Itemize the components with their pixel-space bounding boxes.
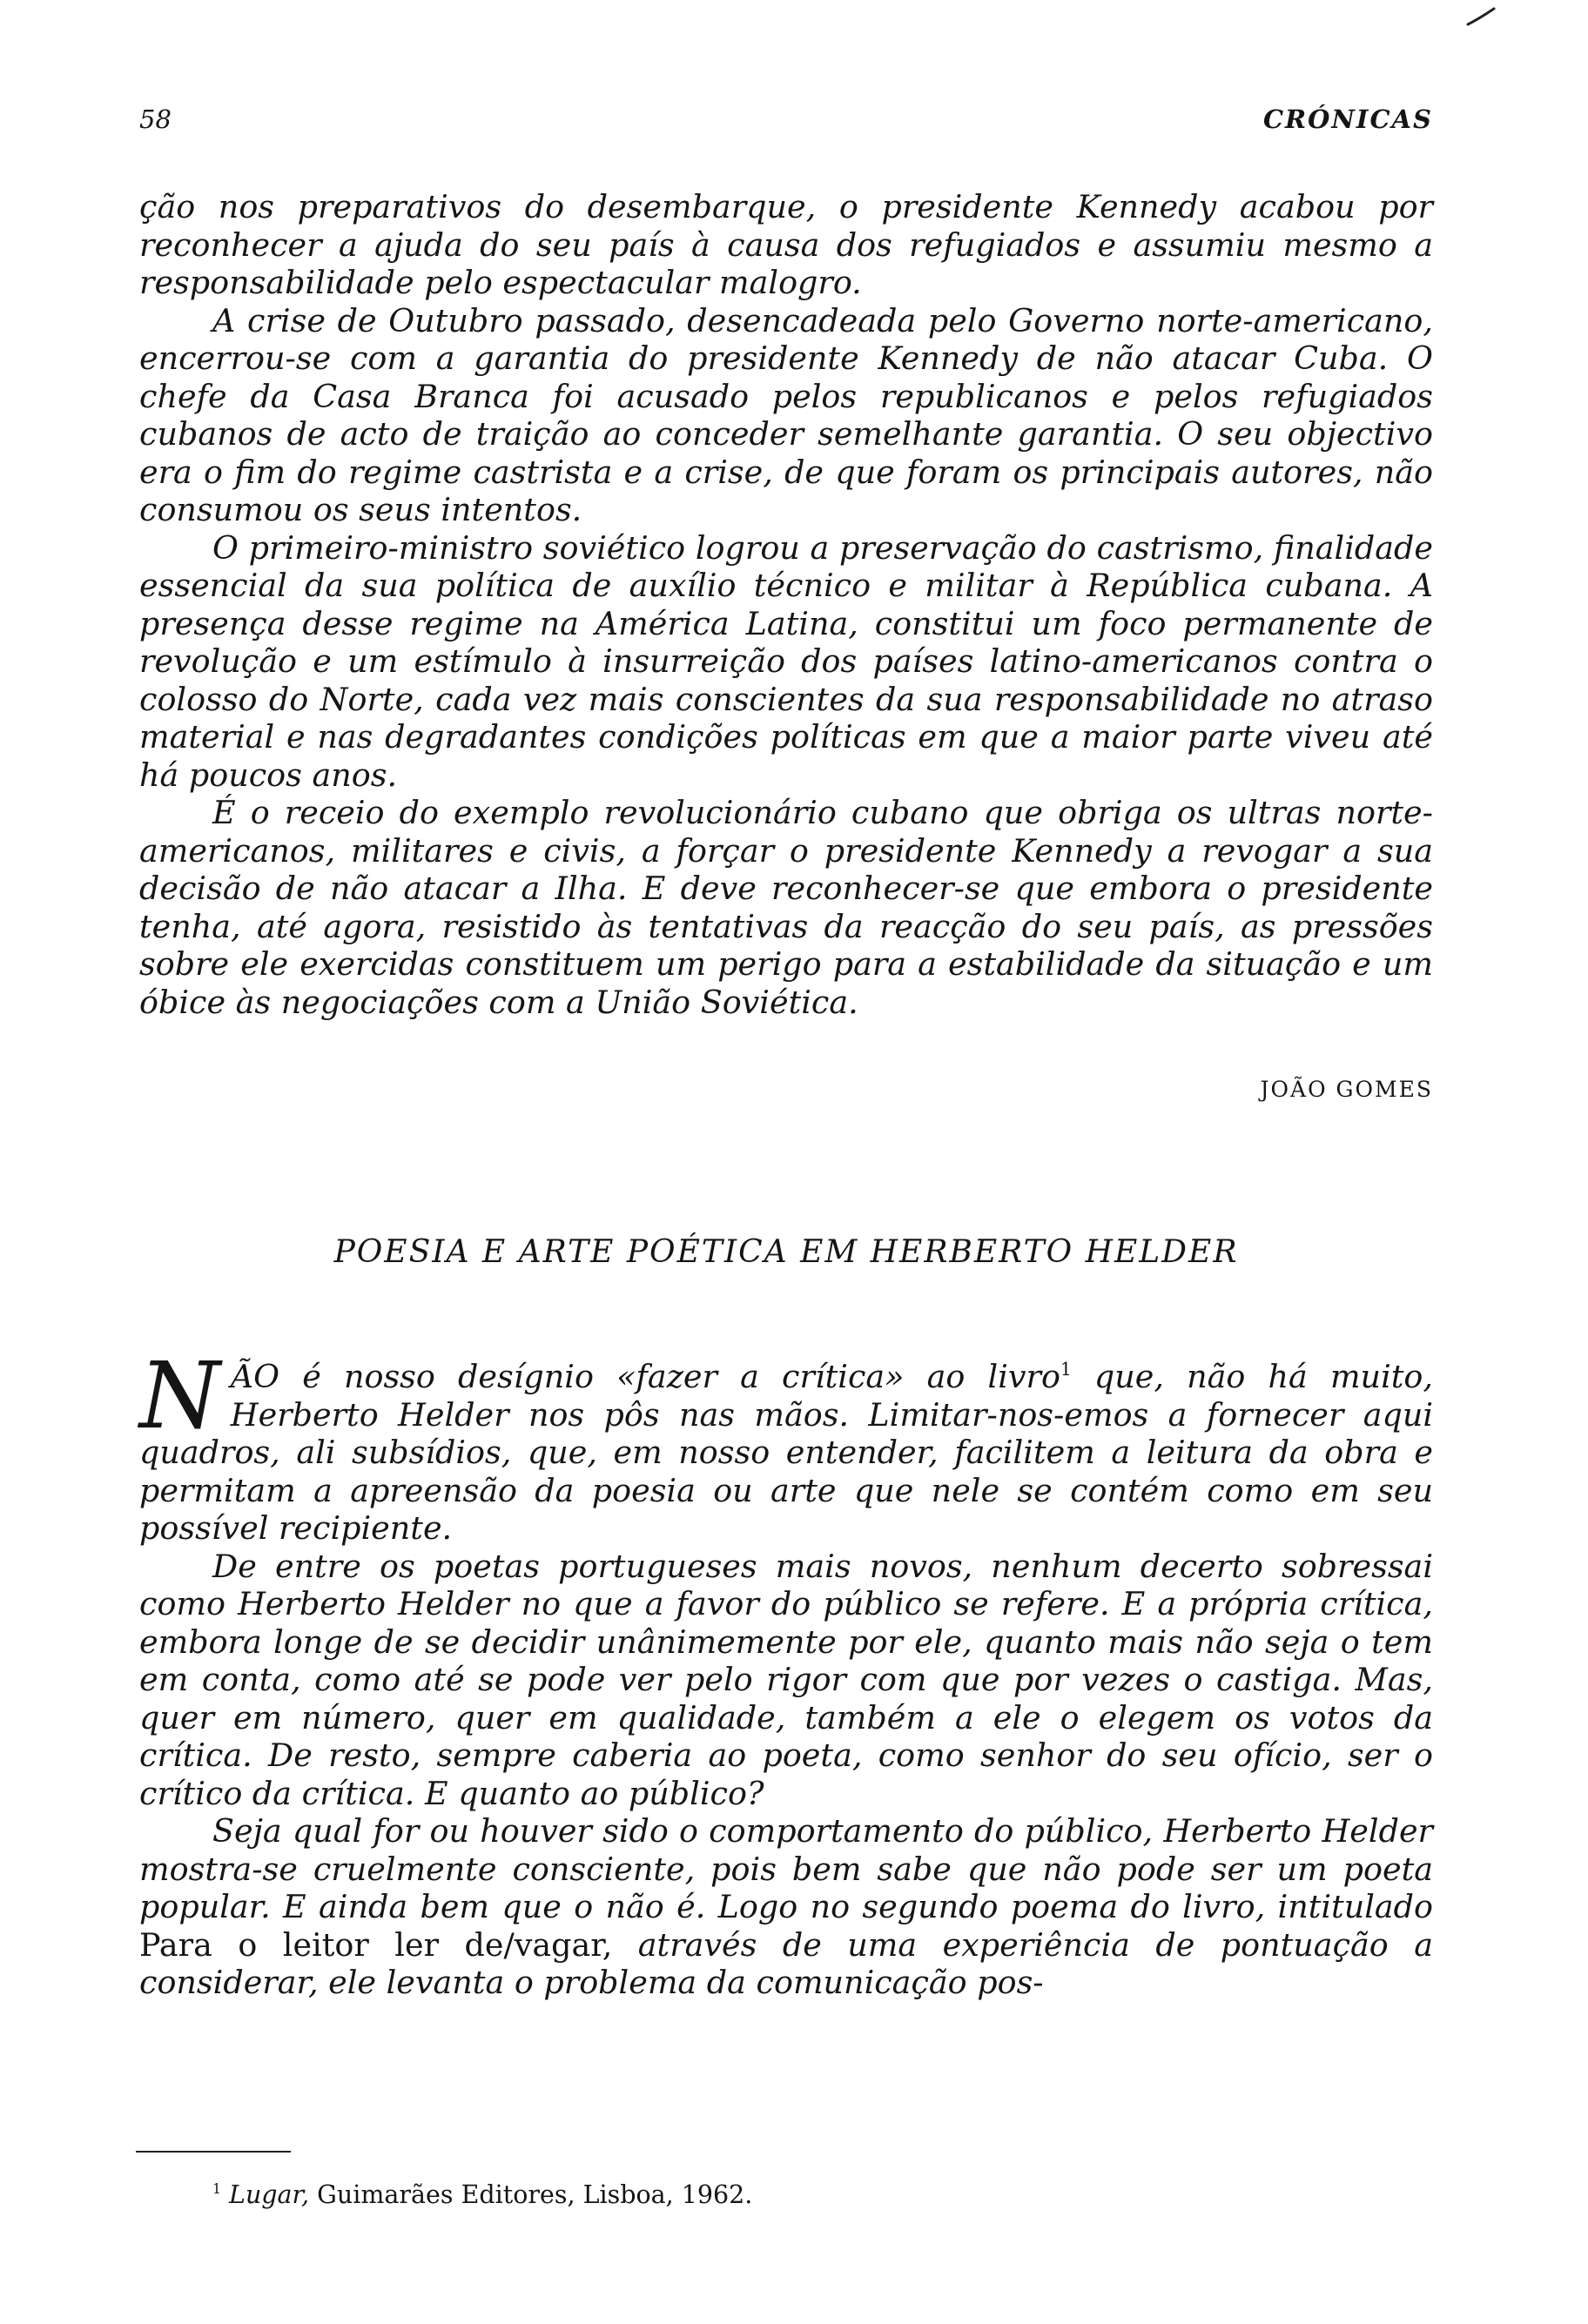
running-header xyxy=(139,104,1433,139)
author-signature: JOÃO GOMES xyxy=(1260,1077,1433,1102)
article-two-body xyxy=(139,1342,1433,2002)
paragraph-text: ÃO é nosso desígnio «fazer a crítica» ao livro xyxy=(230,1358,1060,1395)
footnote xyxy=(212,2180,752,2209)
paragraph: É o receio do exemplo revolucionário cubano que obriga os ultras norte-americanos, militares e civis, a forçar o presidente Kennedy a revogar a sua decisão de não atacar a Ilha. E deve reconhecer-se que embora o presidente tenha, até agora, resistido às tentativas da reacção do seu país, as pressões sobre ele exercidas constituem um perigo para a estabilidade da situação e um óbice às negociações com a União Soviética. xyxy=(139,794,1433,1021)
paragraph: O primeiro-ministro soviético logrou a preservação do castrismo, finalidade essencial da sua política de auxílio técnico e militar à República cubana. A presença desse regime na América Latina, constitui um foco permanente de revolução e um estímulo à insurreição dos países latino-americanos contra o colosso do Norte, cada vez mais conscientes da sua responsabilidade no atraso material e nas degradantes condições políticas em que a maior parte viveu até há poucos anos. xyxy=(139,528,1433,794)
paragraph-text: Seja qual for ou houver sido o comportamento do público, Herberto Helder mostra-se cruelmente consciente, pois bem sabe que não pode ser um poeta popular. E ainda bem que o não é. Logo no segundo poema do livro, intitulado xyxy=(139,1812,1433,1925)
paragraph: ção nos preparativos do desembarque, o presidente Kennedy acabou por reconhecer a ajuda do seu país à causa dos refugiados e assumiu mesmo a responsabilidade pelo espectacular malogro. xyxy=(139,188,1433,301)
pen-mark xyxy=(1466,7,1496,26)
footnote-marker: 1 xyxy=(1060,1358,1072,1380)
paragraph xyxy=(139,1812,1433,2002)
paragraph: A crise de Outubro passado, desencadeada pelo Governo norte-americano, encerrou-se com a garantia do presidente Kennedy de não atacar Cuba. O chefe da Casa Branca foi acusado pelos republicanos e pelos refugiados cubanos de acto de traição ao conceder semelhante garantia. O seu objectivo era o fim do regime castrista e a crise, de que foram os principais autores, não consumou os seus intentos. xyxy=(139,301,1433,528)
book-title: Lugar, xyxy=(229,2180,310,2209)
drop-cap: N xyxy=(139,1342,220,1449)
paragraph-text: que, não há muito, Herberto Helder nos pôs nas mãos. Limitar-nos-emos a fornecer aqui quadros, ali subsídios, que, em nosso entender, facilitem a leitura da obra e permitam a apreensão da poesia ou arte que nele se contém como em seu possível recipiente. xyxy=(139,1358,1433,1547)
footnote-divider xyxy=(136,2151,291,2153)
paragraph xyxy=(139,1342,1433,1548)
footnote-number: 1 xyxy=(212,2180,221,2198)
page-number: 58 xyxy=(139,104,172,134)
section-title: CRÓNICAS xyxy=(1262,104,1433,134)
article-one-body xyxy=(139,188,1433,1021)
essay-title: POESIA E ARTE POÉTICA EM HERBERTO HELDER xyxy=(333,1234,1239,1270)
paragraph: De entre os poetas portugueses mais novos, nenhum decerto sobressai como Herberto Helder no que a favor do público se refere. E a própria crítica, embora longe de se decidir unânimemente por ele, quanto mais não seja o tem em conta, como até se pode ver pelo rigor com que por vezes o castiga. Mas, quer em número, quer em qualidade, também a ele o elegem os votos da crítica. De resto, sempre caberia ao poeta, como senhor do seu ofício, ser o crítico da crítica. E quanto ao público? xyxy=(139,1547,1433,1812)
paragraph-text: através de uma experiência de pontuação a considerar, ele levanta o problema da comunicação pos- xyxy=(139,1925,1433,2001)
publisher-info: Guimarães Editores, Lisboa, 1962. xyxy=(309,2180,753,2209)
poem-title: Para o leitor ler de/vagar, xyxy=(139,1925,613,1964)
